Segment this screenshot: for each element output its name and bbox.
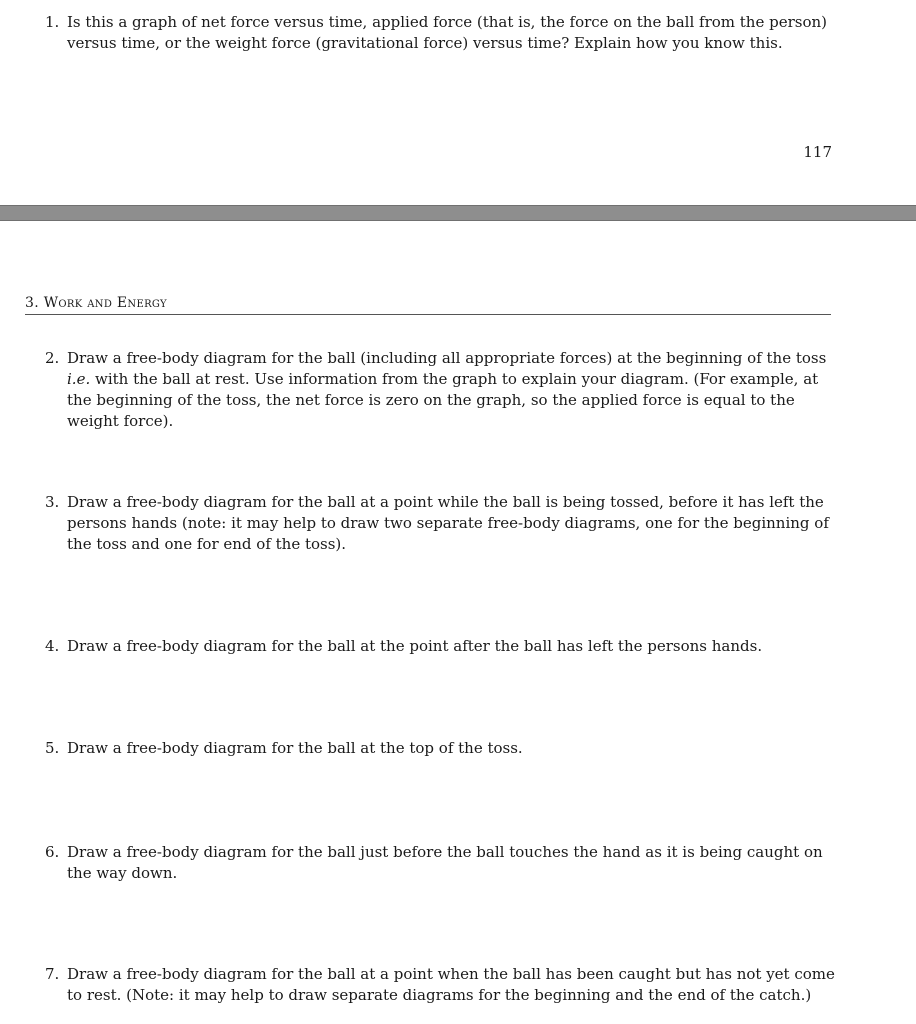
question-text: Draw a free-body diagram for the ball just before the ball touches the hand as it is being caught on the way down. — [67, 843, 823, 882]
question-5 — [45, 738, 845, 759]
section-header — [25, 294, 831, 315]
page-break-divider — [0, 205, 916, 221]
question-text: Draw a free-body diagram for the ball at a point when the ball has been caught but has not yet come to rest. (Note: it may help to draw separate diagrams for the beginning and the end of the catch.) — [67, 965, 835, 1004]
question-text: Is this a graph of net force versus time, applied force (that is, the force on the ball from the person) versus time, or the weight force (gravitational force) versus time? Explain how you know this. — [67, 13, 827, 52]
question-number: 1. — [45, 13, 60, 31]
question-number: 4. — [45, 637, 60, 655]
question-number: 6. — [45, 843, 60, 861]
question-6 — [45, 842, 845, 884]
section-number: 3. — [25, 295, 39, 311]
question-text-part: with the ball at rest. Use information from the graph to explain your diagram. (For example, at the beginning of the toss, the net force is zero on the graph, so the applied force is equal to the weight force). — [67, 370, 819, 430]
question-text-part: Draw a free-body diagram for the ball (including all appropriate forces) at the beginning of the toss — [67, 349, 827, 367]
page-number: 117 — [803, 143, 832, 161]
question-number: 3. — [45, 493, 60, 511]
question-text: Draw a free-body diagram for the ball at the point after the ball has left the persons hands. — [67, 637, 763, 655]
question-4 — [45, 636, 845, 657]
question-3 — [45, 492, 845, 555]
question-1 — [45, 12, 845, 54]
question-text — [67, 348, 845, 432]
question-text: Draw a free-body diagram for the ball at a point while the ball is being tossed, before it has left the persons hands (note: it may help to draw two separate free-body diagrams, one for the beginning of the toss and one for end of the toss). — [67, 493, 829, 553]
question-number: 2. — [45, 349, 60, 367]
question-number: 5. — [45, 739, 60, 757]
question-number: 7. — [45, 965, 60, 983]
question-text-emphasis: i.e. — [67, 370, 91, 388]
section-title: Work and Energy — [43, 295, 167, 311]
question-text: Draw a free-body diagram for the ball at the top of the toss. — [67, 739, 523, 757]
question-2 — [45, 348, 845, 432]
question-7 — [45, 964, 845, 1006]
